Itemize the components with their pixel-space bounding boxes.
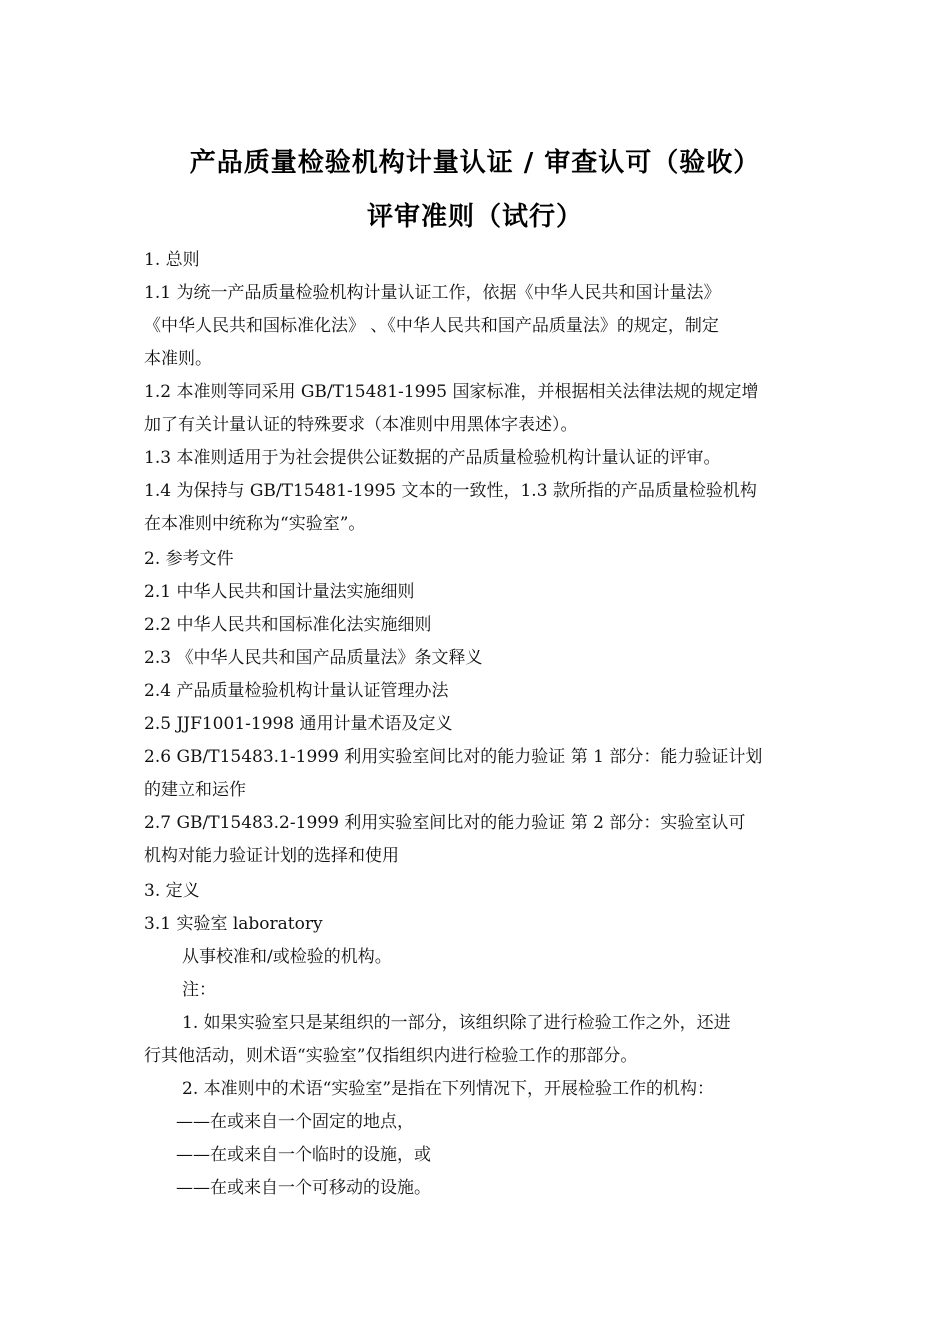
note-item: 1. 如果实验室只是某组织的一部分，该组织除了进行检验工作之外，还进 <box>182 1013 731 1033</box>
section-heading-definitions: 3. 定义 <box>144 881 200 901</box>
reference-item: 2.3 《中华人民共和国产品质量法》条文释义 <box>144 648 483 668</box>
paragraph-line: 本准则。 <box>144 349 212 369</box>
section-heading-references: 2. 参考文件 <box>144 549 234 569</box>
dash-list-item: ——在或来自一个可移动的设施。 <box>176 1178 431 1198</box>
paragraph-line: 1.2 本准则等同采用 GB/T15481-1995 国家标准，并根据相关法律法规的规定增 <box>144 382 759 402</box>
note-item-continuation: 行其他活动，则术语“实验室”仅指组织内进行检验工作的那部分。 <box>144 1046 638 1066</box>
document-title-line1: 产品质量检验机构计量认证 / 审查认可（验收） <box>189 148 761 178</box>
definition-text: 从事校准和/或检验的机构。 <box>182 947 392 967</box>
reference-item: 2.4 产品质量检验机构计量认证管理办法 <box>144 681 449 701</box>
note-item: 2. 本准则中的术语“实验室”是指在下列情况下，开展检验工作的机构： <box>182 1079 715 1099</box>
paragraph-line: 加了有关计量认证的特殊要求（本准则中用黑体字表述）。 <box>144 415 578 435</box>
reference-item-continuation: 机构对能力验证计划的选择和使用 <box>144 846 399 866</box>
reference-item: 2.7 GB/T15483.2-1999 利用实验室间比对的能力验证 第 2 部分：实验室认可 <box>144 813 746 833</box>
reference-item-continuation: 的建立和运作 <box>144 780 246 800</box>
document-body <box>144 244 810 1205</box>
paragraph-line: 1.3 本准则适用于为社会提供公证数据的产品质量检验机构计量认证的评审。 <box>144 448 721 468</box>
note-label: 注： <box>182 980 216 1000</box>
definition-term: 3.1 实验室 laboratory <box>144 914 323 934</box>
paragraph-line: 1.4 为保持与 GB/T15481-1995 文本的一致性，1.3 款所指的产品质量检验机构 <box>144 481 757 501</box>
reference-item: 2.5 JJF1001-1998 通用计量术语及定义 <box>144 714 453 734</box>
paragraph-line: 1.1 为统一产品质量检验机构计量认证工作，依据《中华人民共和国计量法》 <box>144 283 721 303</box>
paragraph-line: 在本准则中统称为“实验室”。 <box>144 514 366 534</box>
reference-item: 2.1 中华人民共和国计量法实施细则 <box>144 582 415 602</box>
reference-item: 2.6 GB/T15483.1-1999 利用实验室间比对的能力验证 第 1 部分：能力验证计划 <box>144 747 763 767</box>
section-heading-general: 1. 总则 <box>144 250 200 270</box>
dash-list-item: ——在或来自一个临时的设施，或 <box>176 1145 431 1165</box>
dash-list-item: ——在或来自一个固定的地点， <box>176 1112 414 1132</box>
reference-item: 2.2 中华人民共和国标准化法实施细则 <box>144 615 432 635</box>
document-title-line2: 评审准则（试行） <box>366 202 583 232</box>
paragraph-line: 《中华人民共和国标准化法》 、《中华人民共和国产品质量法》的规定，制定 <box>144 316 719 336</box>
